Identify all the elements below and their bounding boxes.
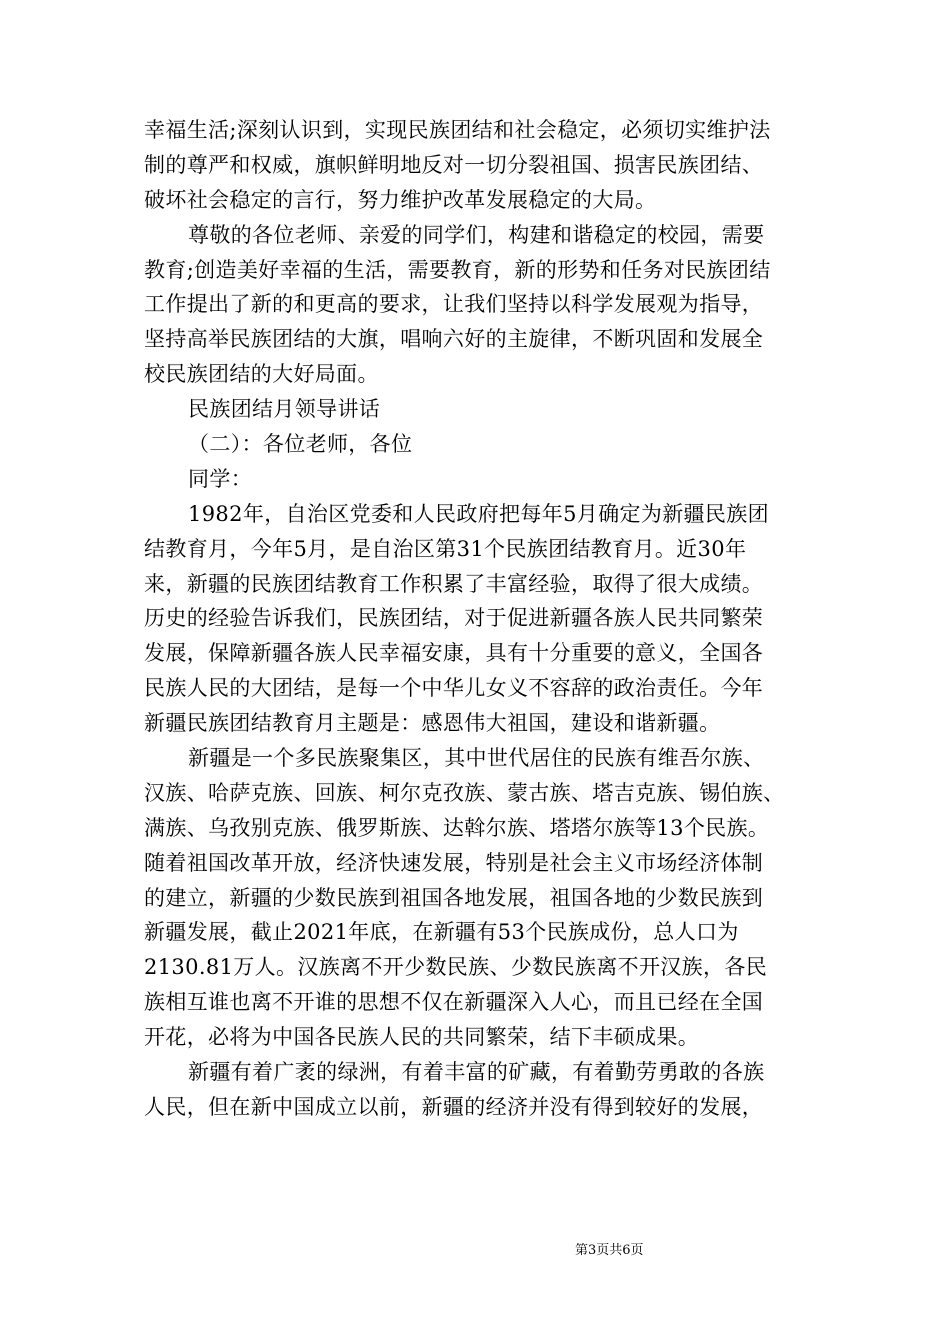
text-line: 汉族、哈萨克族、回族、柯尔克孜族、蒙古族、塔吉克族、锡伯族、 bbox=[144, 780, 785, 805]
text-line: 结教育月，今年5月，是自治区第31个民族团结教育月。近30年 bbox=[144, 536, 747, 561]
text-line: 1982年，自治区党委和人民政府把每年5月确定为新疆民族团 bbox=[188, 501, 769, 526]
text-line: 新疆民族团结教育月主题是：感恩伟大祖国，建设和谐新疆。 bbox=[144, 711, 721, 736]
text-line: 幸福生活;深刻认识到，实现民族团结和社会稳定，必须切实维护法 bbox=[144, 118, 771, 142]
text-line: 的建立，新疆的少数民族到祖国各地发展，祖国各地的少数民族到 bbox=[144, 885, 764, 910]
text-line: 新疆发展，截止2021年底，在新疆有53个民族成份，总人口为 bbox=[144, 920, 739, 945]
text-line: 尊敬的各位老师、亲爱的同学们，构建和谐稳定的校园，需要 bbox=[188, 222, 765, 247]
text-line: 随着祖国改革开放，经济快速发展，特别是社会主义市场经济体制 bbox=[144, 850, 764, 875]
text-line: 破坏社会稳定的言行，努力维护改革发展稳定的大局。 bbox=[144, 187, 657, 212]
text-line: 校民族团结的大好局面。 bbox=[144, 362, 379, 387]
text-line: 新疆是一个多民族聚集区，其中世代居住的民族有维吾尔族、 bbox=[188, 746, 765, 771]
text-line: 坚持高举民族团结的大旗，唱响六好的主旋律，不断巩固和发展全 bbox=[144, 327, 764, 352]
text-line: 新疆有着广袤的绿洲，有着丰富的矿藏，有着勤劳勇敢的各族 bbox=[188, 1060, 765, 1085]
text-line: 开花，必将为中国各民族人民的共同繁荣，结下丰硕成果。 bbox=[144, 1025, 700, 1050]
text-line: 人民，但在新中国成立以前，新疆的经济并没有得到较好的发展， bbox=[144, 1094, 764, 1119]
text-line: 制的尊严和权威，旗帜鲜明地反对一切分裂祖国、损害民族团结、 bbox=[144, 152, 764, 177]
text-line: 满族、乌孜别克族、俄罗斯族、达斡尔族、塔塔尔族等13个民族。 bbox=[144, 815, 770, 840]
text-line: 民族人民的大团结，是每一个中华儿女义不容辞的政治责任。今年 bbox=[144, 676, 764, 701]
text-line: 历史的经验告诉我们，民族团结，对于促进新疆各族人民共同繁荣 bbox=[144, 606, 764, 631]
document-body bbox=[144, 113, 824, 1125]
text-line: （二）：各位老师，各位 bbox=[188, 432, 413, 457]
text-line: 2130.81万人。汉族离不开少数民族、少数民族离不开汉族，各民 bbox=[144, 955, 768, 980]
text-line: 族相互谁也离不开谁的思想不仅在新疆深入人心，而且已经在全国 bbox=[144, 990, 764, 1015]
section-heading: 民族团结月领导讲话 bbox=[188, 397, 381, 422]
text-line: 同学： bbox=[188, 466, 253, 491]
text-line: 教育;创造美好幸福的生活，需要教育，新的形势和任务对民族团结 bbox=[144, 257, 771, 282]
text-line: 来，新疆的民族团结教育工作积累了丰富经验，取得了很大成绩。 bbox=[144, 571, 764, 596]
page-number: 第3页共6页 bbox=[575, 1243, 644, 1258]
text-line: 工作提出了新的和更高的要求，让我们坚持以科学发展观为指导， bbox=[144, 292, 764, 317]
text-line: 发展，保障新疆各族人民幸福安康，具有十分重要的意义，全国各 bbox=[144, 641, 764, 666]
